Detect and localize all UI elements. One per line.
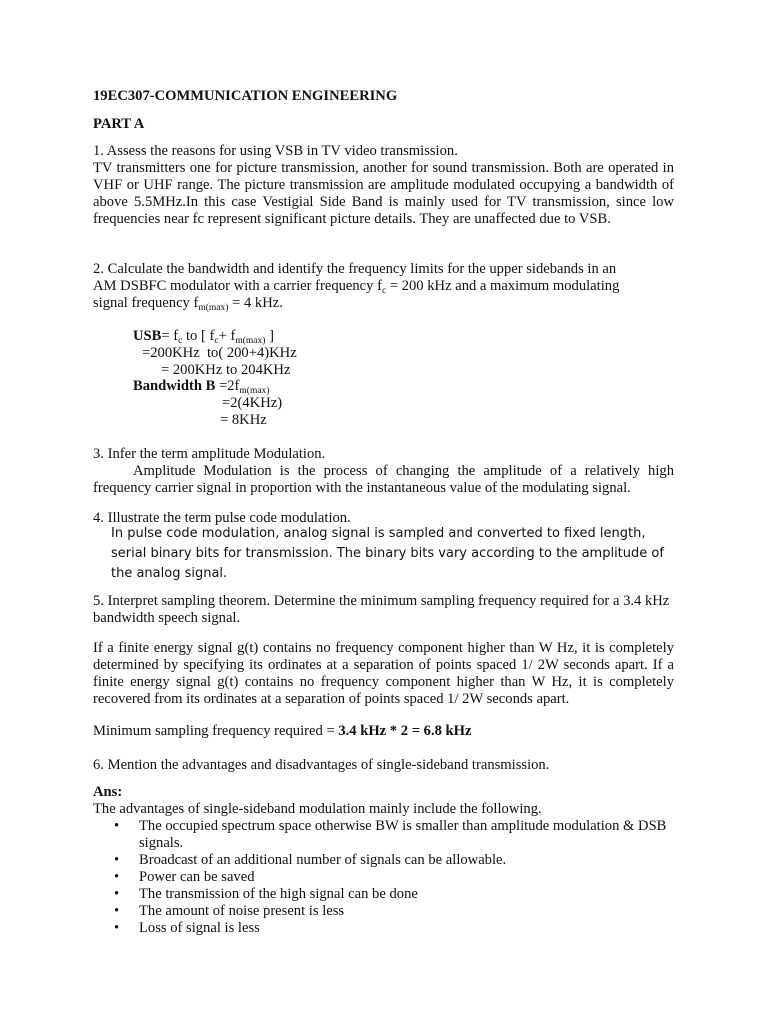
q2-question-line3: signal frequency $f_{m(max)} = 4$ kHz. — [93, 295, 283, 313]
q4-answer: In pulse code modulation, analog signal is sampled and converted to fixed length, serial binary bits for transmission. The binary bits vary according to the amplitude of the analog signal. — [111, 526, 664, 581]
q3-question: 3. Infer the term amplitude Modulation. — [93, 446, 326, 462]
q5-question: 5. Interpret sampling theorem. Determine the minimum sampling frequency required for a 3.4 kHz bandwidth speech signal. — [93, 593, 670, 626]
usb-step-1: =200KHz to( 200+4)KHz — [142, 345, 297, 361]
q4-question: 4. Illustrate the term pulse code modulation. — [93, 510, 351, 526]
bullet-icon: • — [114, 818, 120, 834]
list-item: • Broadcast of an additional number of signals can be allowable. — [114, 852, 507, 868]
list-item: • The occupied spectrum space otherwise BW is smaller than amplitude modulation & DSB signals. — [114, 818, 667, 851]
usb-step-2: = 200KHz to 204KHz — [161, 362, 291, 378]
q5-minimum-sampling: Minimum sampling frequency required = 3.4 kHz * 2 = 6.8 kHz — [93, 723, 472, 739]
list-item: • The transmission of the high signal can be done — [114, 886, 418, 902]
q6-intro: The advantages of single-sideband modulation mainly include the following. — [93, 801, 542, 817]
q2-question-line1: 2. Calculate the bandwidth and identify the frequency limits for the upper sidebands in an — [93, 261, 617, 277]
bandwidth-step-1: =2(4KHz) — [222, 395, 283, 411]
bullet-icon: • — [114, 903, 120, 919]
usb-formula: $USB= f_c$ to [ $f_c+ f_{m(max)}$ ] — [133, 328, 274, 346]
bullet-icon: • — [114, 920, 120, 936]
bullet-icon: • — [114, 869, 120, 885]
bullet-icon: • — [114, 886, 120, 902]
q1-question: 1. Assess the reasons for using VSB in TV video transmission. — [93, 143, 458, 159]
q2-question — [93, 261, 674, 312]
part-heading: PART A — [93, 116, 145, 132]
list-item: • Power can be saved — [114, 869, 255, 885]
list-item: • Loss of signal is less — [114, 920, 260, 936]
bandwidth-step-2: = 8KHz — [220, 412, 267, 428]
q1-answer: TV transmitters one for picture transmission, another for sound transmission. Both are operated in VHF or UHF range. The picture transmission are amplitude modulated occupying a bandwidth of above 5.5MHz.In this case Vestigial Side Band is mainly used for TV transmission, since low frequencies near fc represent significant picture details. They are unaffected due to VSB. — [93, 160, 674, 227]
q2-question-line2: AM DSBFC modulator with a carrier frequency $f_c = 200$ kHz and a maximum modulating — [93, 278, 620, 296]
list-item: • The amount of noise present is less — [114, 903, 345, 919]
advantages-list — [93, 818, 674, 937]
q6-question: 6. Mention the advantages and disadvantages of single-sideband transmission. — [93, 757, 550, 773]
bandwidth-formula: Bandwidth $B =2f_{m(max)}$ — [133, 378, 270, 396]
q6-ans-label: Ans: — [93, 784, 123, 800]
document-title: 19EC307-COMMUNICATION ENGINEERING — [93, 88, 398, 104]
q3-answer: Amplitude Modulation is the process of changing the amplitude of a relatively high frequency carrier signal in proportion with the instantaneous value of the modulating signal. — [93, 463, 674, 496]
q5-answer: If a finite energy signal g(t) contains no frequency component higher than W Hz, it is completely determined by specifying its ordinates at a separation of points spaced 1/ 2W seconds apart. If a finite energy signal g(t) contains no frequency component higher than W Hz, it is completely recovered from its ordinates at a separation of points spaced 1/ 2W seconds apart. — [93, 640, 674, 707]
bullet-icon: • — [114, 852, 120, 868]
